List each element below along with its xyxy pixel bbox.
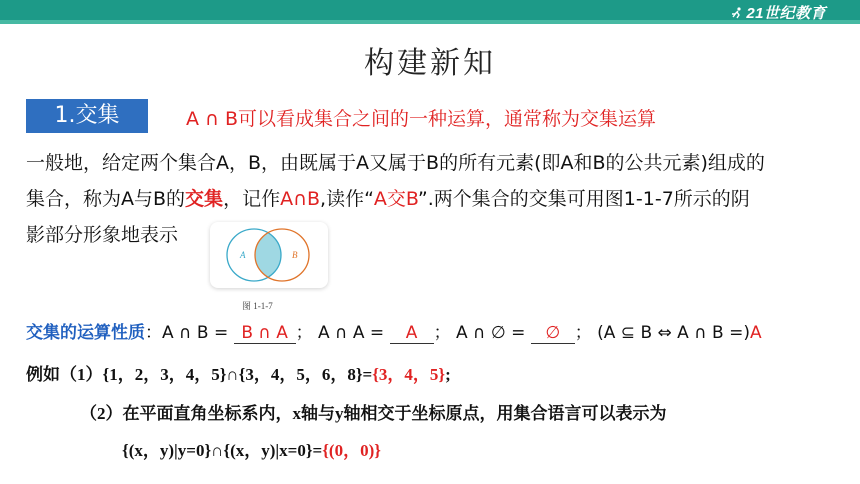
venn-figure [210,222,328,288]
prop-text: ： [145,323,162,343]
definition-line-1: 一般地，给定两个集合A，B，由既属于A又属于B的所有元素(即A和B的公共元素)组成的 [26,152,765,174]
properties-line [26,318,762,344]
answer-blank-3: ∅ [531,323,575,344]
reading: A交B [373,188,418,210]
prop-text: ； A ∩ ∅ = [433,323,531,343]
term-intersection: 交集 [185,188,224,210]
brand-text: 21世纪教育 [746,5,826,22]
brand-logo [731,2,826,23]
example-text: ; [445,365,451,384]
prop-text: A ∩ B = [162,323,234,343]
figure-caption: 图 1-1-7 [242,301,273,311]
runner-icon [731,7,743,19]
section-note: A ∩ B可以看成集合之间的一种运算，通常称为交集运算 [186,108,657,130]
example-3 [122,436,381,461]
properties-label: 交集的运算性质 [26,323,145,343]
prop-text: ； A ∩ A = [295,323,390,343]
section-tag: 1.交集 [26,99,148,133]
venn-diagram [210,222,328,288]
answer-blank-1: B ∩ A [234,323,296,344]
definition-line-2 [26,184,856,211]
notation: A∩B [280,188,321,210]
def-text: ”.两个集合的交集可用图1-1-7所示的阴 [417,188,750,210]
example-1-answer: {3，4，5} [372,365,446,384]
set-a-label: A [240,250,246,260]
prop-text: ； (A ⊆ B ⇔ A ∩ B =) [574,323,750,343]
example-text: {(x，y)|y=0}∩{(x，y)|x=0}= [122,441,323,460]
header-bar [0,0,860,24]
def-text: 集合，称为A与B的 [26,188,186,210]
example-text: 例如（1）{1，2，3，4，5}∩{3，4，5，6，8}= [26,365,373,384]
page-title: 构建新知 [364,46,496,81]
def-text: ,读作“ [320,188,374,210]
example-2: （2）在平面直角坐标系内，x轴与y轴相交于坐标原点，用集合语言可以表示为 [80,404,667,423]
definition-line-3: 影部分形象地表示 [26,224,179,246]
answer-blank-2: A [390,323,434,344]
set-b-label: B [292,250,298,260]
example-3-answer: {(0，0)} [322,441,381,460]
example-1 [26,360,451,385]
def-text: ，记作 [223,188,281,210]
answer-4: A [750,323,762,343]
